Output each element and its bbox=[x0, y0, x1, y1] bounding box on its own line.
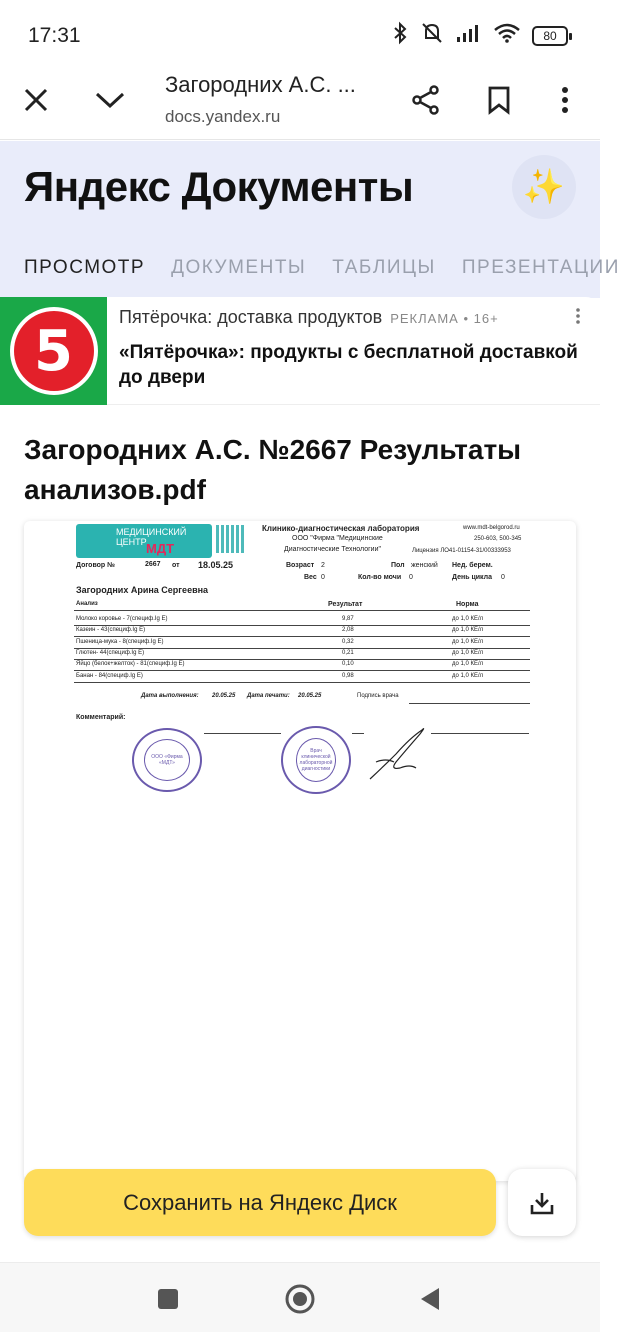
pyaterochka-logo-icon: 5 bbox=[14, 311, 94, 391]
page-url: docs.yandex.ru bbox=[165, 107, 281, 126]
ad-source bbox=[119, 307, 499, 328]
bookmark-button[interactable] bbox=[475, 76, 523, 124]
analysis-result: 0,10 bbox=[342, 661, 354, 668]
analysis-name: Пшеница-мука - 8(специф.Ig E) bbox=[76, 638, 164, 645]
comment-line bbox=[352, 733, 364, 734]
tab-bar bbox=[24, 257, 620, 279]
more-vertical-icon bbox=[561, 86, 569, 114]
tab-spreadsheets[interactable]: ТАБЛИЦЫ bbox=[332, 257, 436, 278]
collapse-button[interactable] bbox=[86, 76, 134, 124]
table-row-divider bbox=[74, 636, 530, 637]
lab-license: Лицензия ЛО41-01154-31/00333953 bbox=[412, 548, 511, 554]
analysis-name: Молоко коровье - 7(специф.Ig E) bbox=[76, 616, 168, 622]
ai-assistant-button[interactable] bbox=[512, 155, 576, 219]
analysis-result: 2,08 bbox=[342, 627, 354, 634]
download-icon bbox=[529, 1190, 555, 1216]
system-nav-bar bbox=[0, 1262, 600, 1332]
table-row-divider bbox=[74, 682, 530, 683]
more-menu-button[interactable] bbox=[541, 76, 589, 124]
analysis-norm: до 1,0 КЕ/л bbox=[452, 627, 484, 634]
square-icon bbox=[157, 1288, 179, 1310]
analysis-result: 0,98 bbox=[342, 672, 354, 679]
save-to-disk-button[interactable] bbox=[24, 1169, 496, 1236]
comment-label: Комментарий: bbox=[76, 714, 126, 721]
analysis-norm: до 1,0 КЕ/л bbox=[452, 649, 484, 656]
ad-headline: «Пятёрочка»: продукты с бесплатной доставкой до двери bbox=[119, 342, 578, 388]
bluetooth-icon bbox=[392, 22, 408, 50]
document-title: Загородних А.С. №2667 Результаты анализов.pdf bbox=[24, 434, 522, 505]
signature-label: Подпись врача bbox=[357, 693, 399, 699]
mdt-logo-line1: МЕДИЦИНСКИЙ ЦЕНТР bbox=[116, 527, 187, 547]
tab-presentations[interactable]: ПРЕЗЕНТАЦИИ bbox=[461, 257, 620, 278]
back-button[interactable] bbox=[412, 1281, 448, 1317]
app-title: Яндекс Документы bbox=[24, 163, 414, 210]
contract-from: от bbox=[172, 562, 180, 569]
stamp-text: ООО «Фирма «МДТ» bbox=[151, 754, 183, 766]
more-vertical-icon bbox=[575, 307, 581, 325]
print-label: Дата печати: bbox=[247, 693, 290, 699]
mdt-logo-line2: МДТ bbox=[146, 541, 175, 556]
done-date: 20.05.25 bbox=[212, 693, 236, 699]
sparkle-icon: ✨ bbox=[522, 168, 566, 206]
ad-source-name: Пятёрочка: доставка продуктов bbox=[119, 307, 383, 327]
lab-phones: 250-603, 500-345 bbox=[474, 536, 522, 542]
status-icons bbox=[392, 22, 568, 50]
comment-line bbox=[204, 733, 281, 734]
stamp-text: Врач клинической лабораторной диагностики bbox=[299, 747, 333, 772]
status-bar bbox=[0, 0, 600, 70]
analysis-name: Глютен- 44(специф.Ig E) bbox=[76, 649, 145, 656]
signature-scribble bbox=[366, 724, 430, 784]
contract-date: 18.05.25 bbox=[198, 560, 234, 570]
org-line1: ООО "Фирма "Медицинские bbox=[292, 535, 383, 542]
print-date: 20.05.25 bbox=[298, 693, 322, 699]
signal-icon bbox=[456, 23, 482, 49]
mute-icon bbox=[420, 22, 444, 50]
home-button[interactable] bbox=[282, 1281, 318, 1317]
analysis-name: Яйцо (белок+желток) - 81(специф.Ig E) bbox=[76, 661, 185, 668]
page-title: Загородних А.С. ... bbox=[165, 72, 356, 97]
company-stamp bbox=[132, 728, 202, 792]
lab-name: Клинико-диагностическая лаборатория bbox=[262, 524, 420, 533]
contract-number: 2667 bbox=[145, 561, 161, 568]
analysis-result: 0,32 bbox=[342, 638, 354, 645]
document-preview[interactable] bbox=[24, 521, 576, 1181]
wifi-icon bbox=[494, 23, 520, 49]
urine-label: Кол-во мочи bbox=[358, 574, 402, 581]
table-row-divider bbox=[74, 625, 530, 626]
home-circle-icon bbox=[284, 1283, 316, 1315]
ad-banner[interactable] bbox=[0, 297, 600, 405]
doctor-stamp bbox=[281, 726, 351, 794]
lab-site: www.mdt-belgorod.ru bbox=[463, 525, 520, 531]
weight-label: Вес bbox=[304, 574, 317, 581]
col-analysis: Анализ bbox=[76, 601, 98, 607]
close-button[interactable] bbox=[12, 76, 60, 124]
table-row-divider bbox=[74, 659, 530, 660]
analysis-norm: до 1,0 КЕ/л bbox=[452, 661, 484, 668]
cycle-value: 0 bbox=[501, 574, 505, 581]
analysis-name: Казеин - 43(специф.Ig E) bbox=[76, 627, 146, 634]
analysis-result: 9,87 bbox=[342, 616, 354, 622]
pregnancy-label: Нед. берем. bbox=[452, 562, 493, 569]
weight-value: 0 bbox=[321, 574, 325, 581]
age-value: 2 bbox=[321, 562, 325, 569]
battery-level: 80 bbox=[543, 29, 557, 43]
bookmark-icon bbox=[487, 86, 511, 114]
ad-label: РЕКЛАМА • 16+ bbox=[390, 311, 499, 326]
signature-line bbox=[409, 703, 530, 704]
contract-label: Договор № bbox=[76, 562, 115, 569]
patient-name: Загородних Арина Сергеевна bbox=[76, 585, 209, 595]
save-to-disk-label: Сохранить на Яндекс Диск bbox=[123, 1189, 397, 1215]
sex-label: Пол bbox=[391, 562, 405, 569]
app-header bbox=[0, 141, 620, 298]
battery-icon bbox=[532, 26, 568, 46]
col-norm: Норма bbox=[456, 601, 479, 608]
chevron-down-icon bbox=[95, 90, 125, 110]
analysis-result: 0,21 bbox=[342, 649, 354, 656]
col-result: Результат bbox=[328, 601, 363, 608]
done-label: Дата выполнения: bbox=[141, 693, 199, 699]
org-line2: Диагностические Технологии" bbox=[284, 546, 381, 553]
table-row-divider bbox=[74, 670, 530, 671]
urine-value: 0 bbox=[409, 574, 413, 581]
tab-view[interactable]: ПРОСМОТР bbox=[24, 257, 146, 278]
comment-line bbox=[431, 733, 529, 734]
close-icon bbox=[23, 87, 49, 113]
browser-toolbar bbox=[0, 62, 600, 140]
ad-logo bbox=[0, 297, 107, 405]
table-rule bbox=[74, 610, 530, 611]
table-row-divider bbox=[74, 648, 530, 649]
analysis-name: Банан - 84(специф.Ig E) bbox=[76, 672, 143, 679]
age-label: Возраст bbox=[286, 562, 315, 569]
ad-menu-button[interactable] bbox=[566, 307, 590, 331]
back-triangle-icon bbox=[419, 1287, 441, 1311]
share-button[interactable] bbox=[402, 76, 450, 124]
cycle-label: День цикла bbox=[452, 574, 492, 581]
analysis-norm: до 1,0 КЕ/л bbox=[452, 672, 484, 679]
mdt-logo bbox=[76, 524, 212, 558]
sex-value: женский bbox=[411, 562, 438, 569]
share-icon bbox=[411, 85, 441, 115]
analysis-norm: до 1,0 КЕ/л bbox=[452, 638, 484, 645]
analysis-norm: до 1,0 КЕ/л bbox=[452, 616, 484, 622]
tab-documents[interactable]: ДОКУМЕНТЫ bbox=[171, 257, 307, 278]
recent-apps-button[interactable] bbox=[150, 1281, 186, 1317]
status-time: 17:31 bbox=[28, 24, 81, 47]
download-button[interactable] bbox=[508, 1169, 576, 1236]
qr-code-icon bbox=[216, 525, 244, 553]
